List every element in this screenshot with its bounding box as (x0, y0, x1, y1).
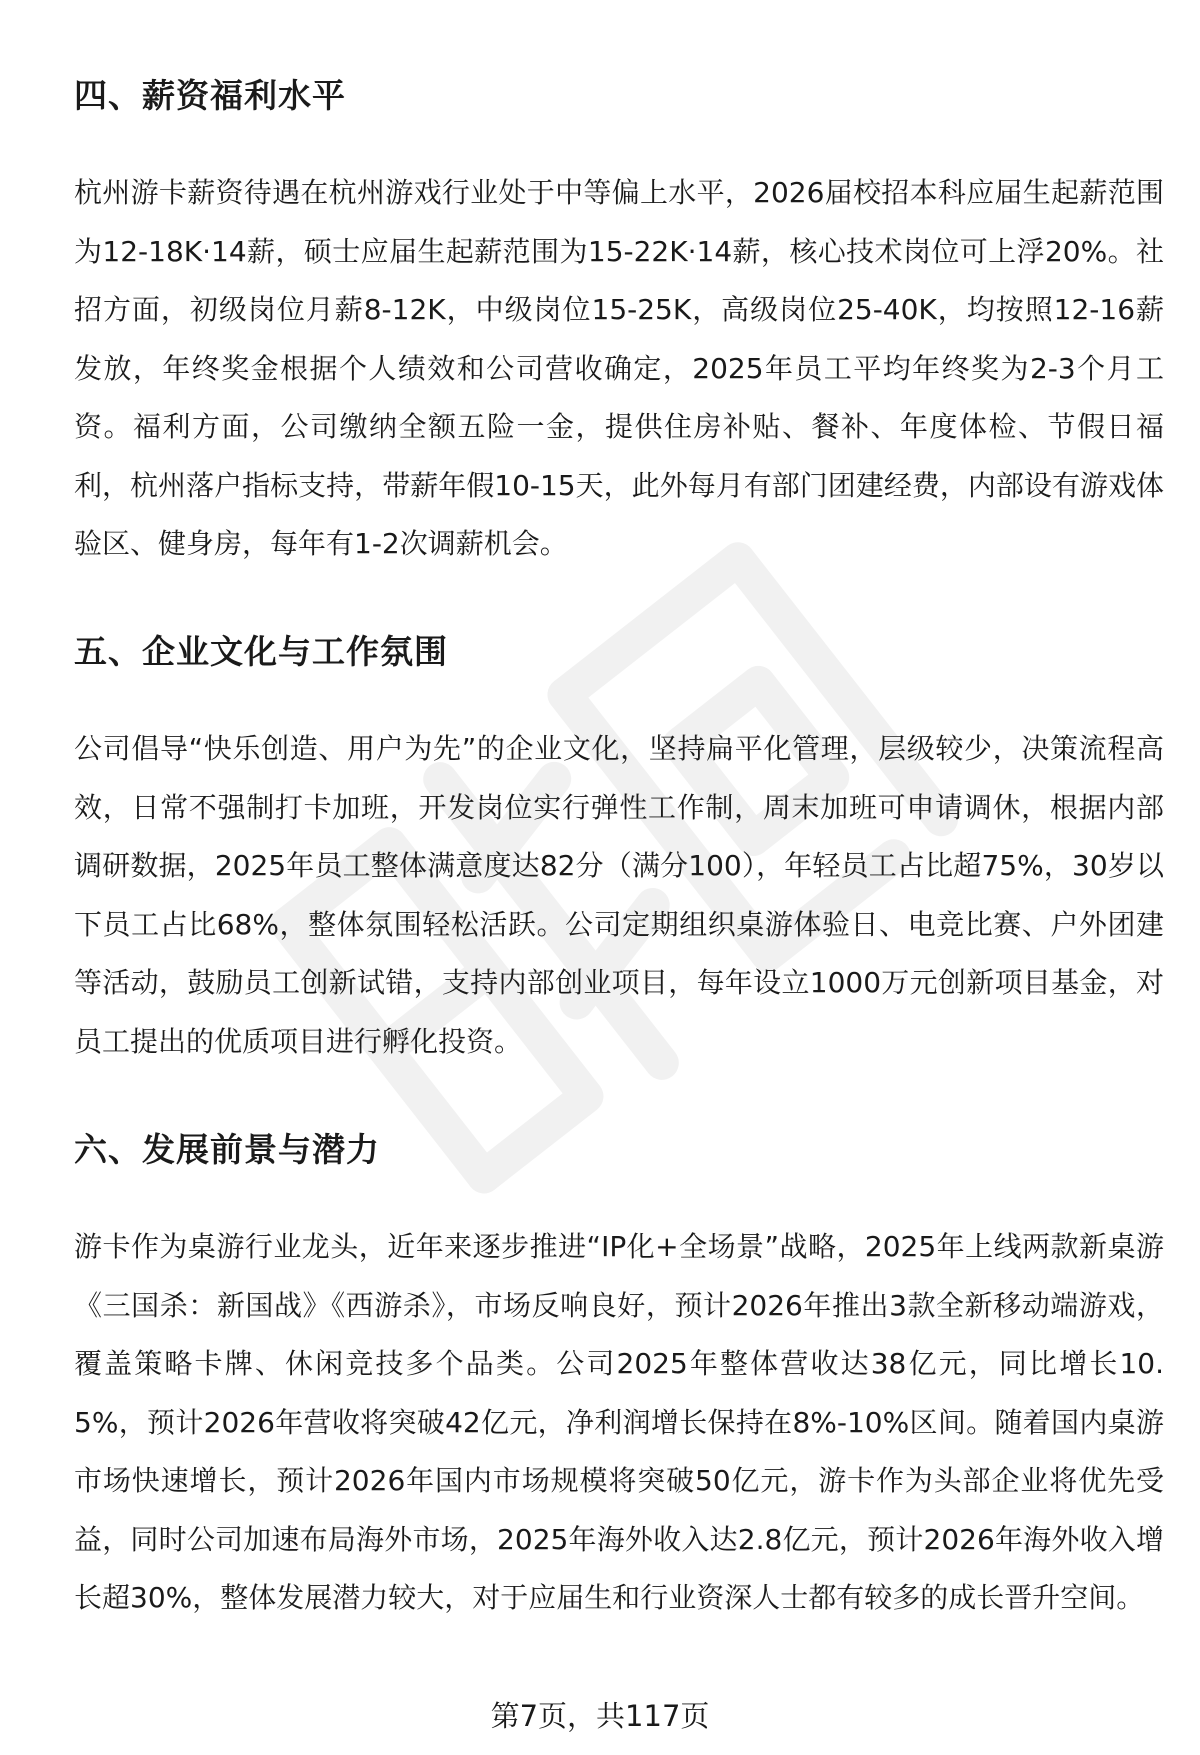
section-body-salary: 杭州游卡薪资待遇在杭州游戏行业处于中等偏上水平，2026届校招本科应届生起薪范围为12-18K·14薪，硕士应届生起薪范围为15-22K·14薪，核心技术岗位可上浮20%。社招方面，初级岗位月薪8-12K，中级岗位15-25K，高级岗位25-40K，均按照12-16薪发放，年终奖金根据个人绩效和公司营收确定，2025年员工平均年终奖为2-3个月工资。福利方面，公司缴纳全额五险一金，提供住房补贴、餐补、年度体检、节假日福利，杭州落户指标支持，带薪年假10-15天，此外每月有部门团建经费，内部设有游戏体验区、健身房，每年有1-2次调薪机会。 (74, 176, 1164, 560)
section-body-prospects: 游卡作为桌游行业龙头，近年来逐步推进“IP化+全场景”战略，2025年上线两款新桌游《三国杀：新国战》《西游杀》，市场反响良好，预计2026年推出3款全新移动端游戏，覆盖策略卡牌、休闲竞技多个品类。公司2025年整体营收达38亿元，同比增长10.5%，预计2026年营收将突破42亿元，净利润增长保持在8%-10%区间。随着国内桌游市场快速增长，预计2026年国内市场规模将突破50亿元，游卡作为头部企业将优先受益，同时公司加速布局海外市场，2025年海外收入达2.8亿元，预计2026年海外收入增长超30%，整体发展潜力较大，对于应届生和行业资深人士都有较多的成长晋升空间。 (74, 1230, 1164, 1614)
section-body-culture: 公司倡导“快乐创造、用户为先”的企业文化，坚持扁平化管理，层级较少，决策流程高效，日常不强制打卡加班，开发岗位实行弹性工作制，周末加班可申请调休，根据内部调研数据，2025年员工整体满意度达82分（满分100），年轻员工占比超75%，30岁以下员工占比68%，整体氛围轻松活跃。公司定期组织桌游体验日、电竞比赛、户外团建等活动，鼓励员工创新试错，支持内部创业项目，每年设立1000万元创新项目基金，对员工提出的优质项目进行孵化投资。 (74, 732, 1164, 1058)
section-heading-prospects: 六、发展前景与潜力 (74, 1130, 380, 1169)
section-heading-salary: 四、薪资福利水平 (74, 76, 346, 115)
section-heading-culture: 五、企业文化与工作氛围 (74, 632, 448, 671)
page-number-footer: 第7页，共117页 (490, 1699, 710, 1733)
